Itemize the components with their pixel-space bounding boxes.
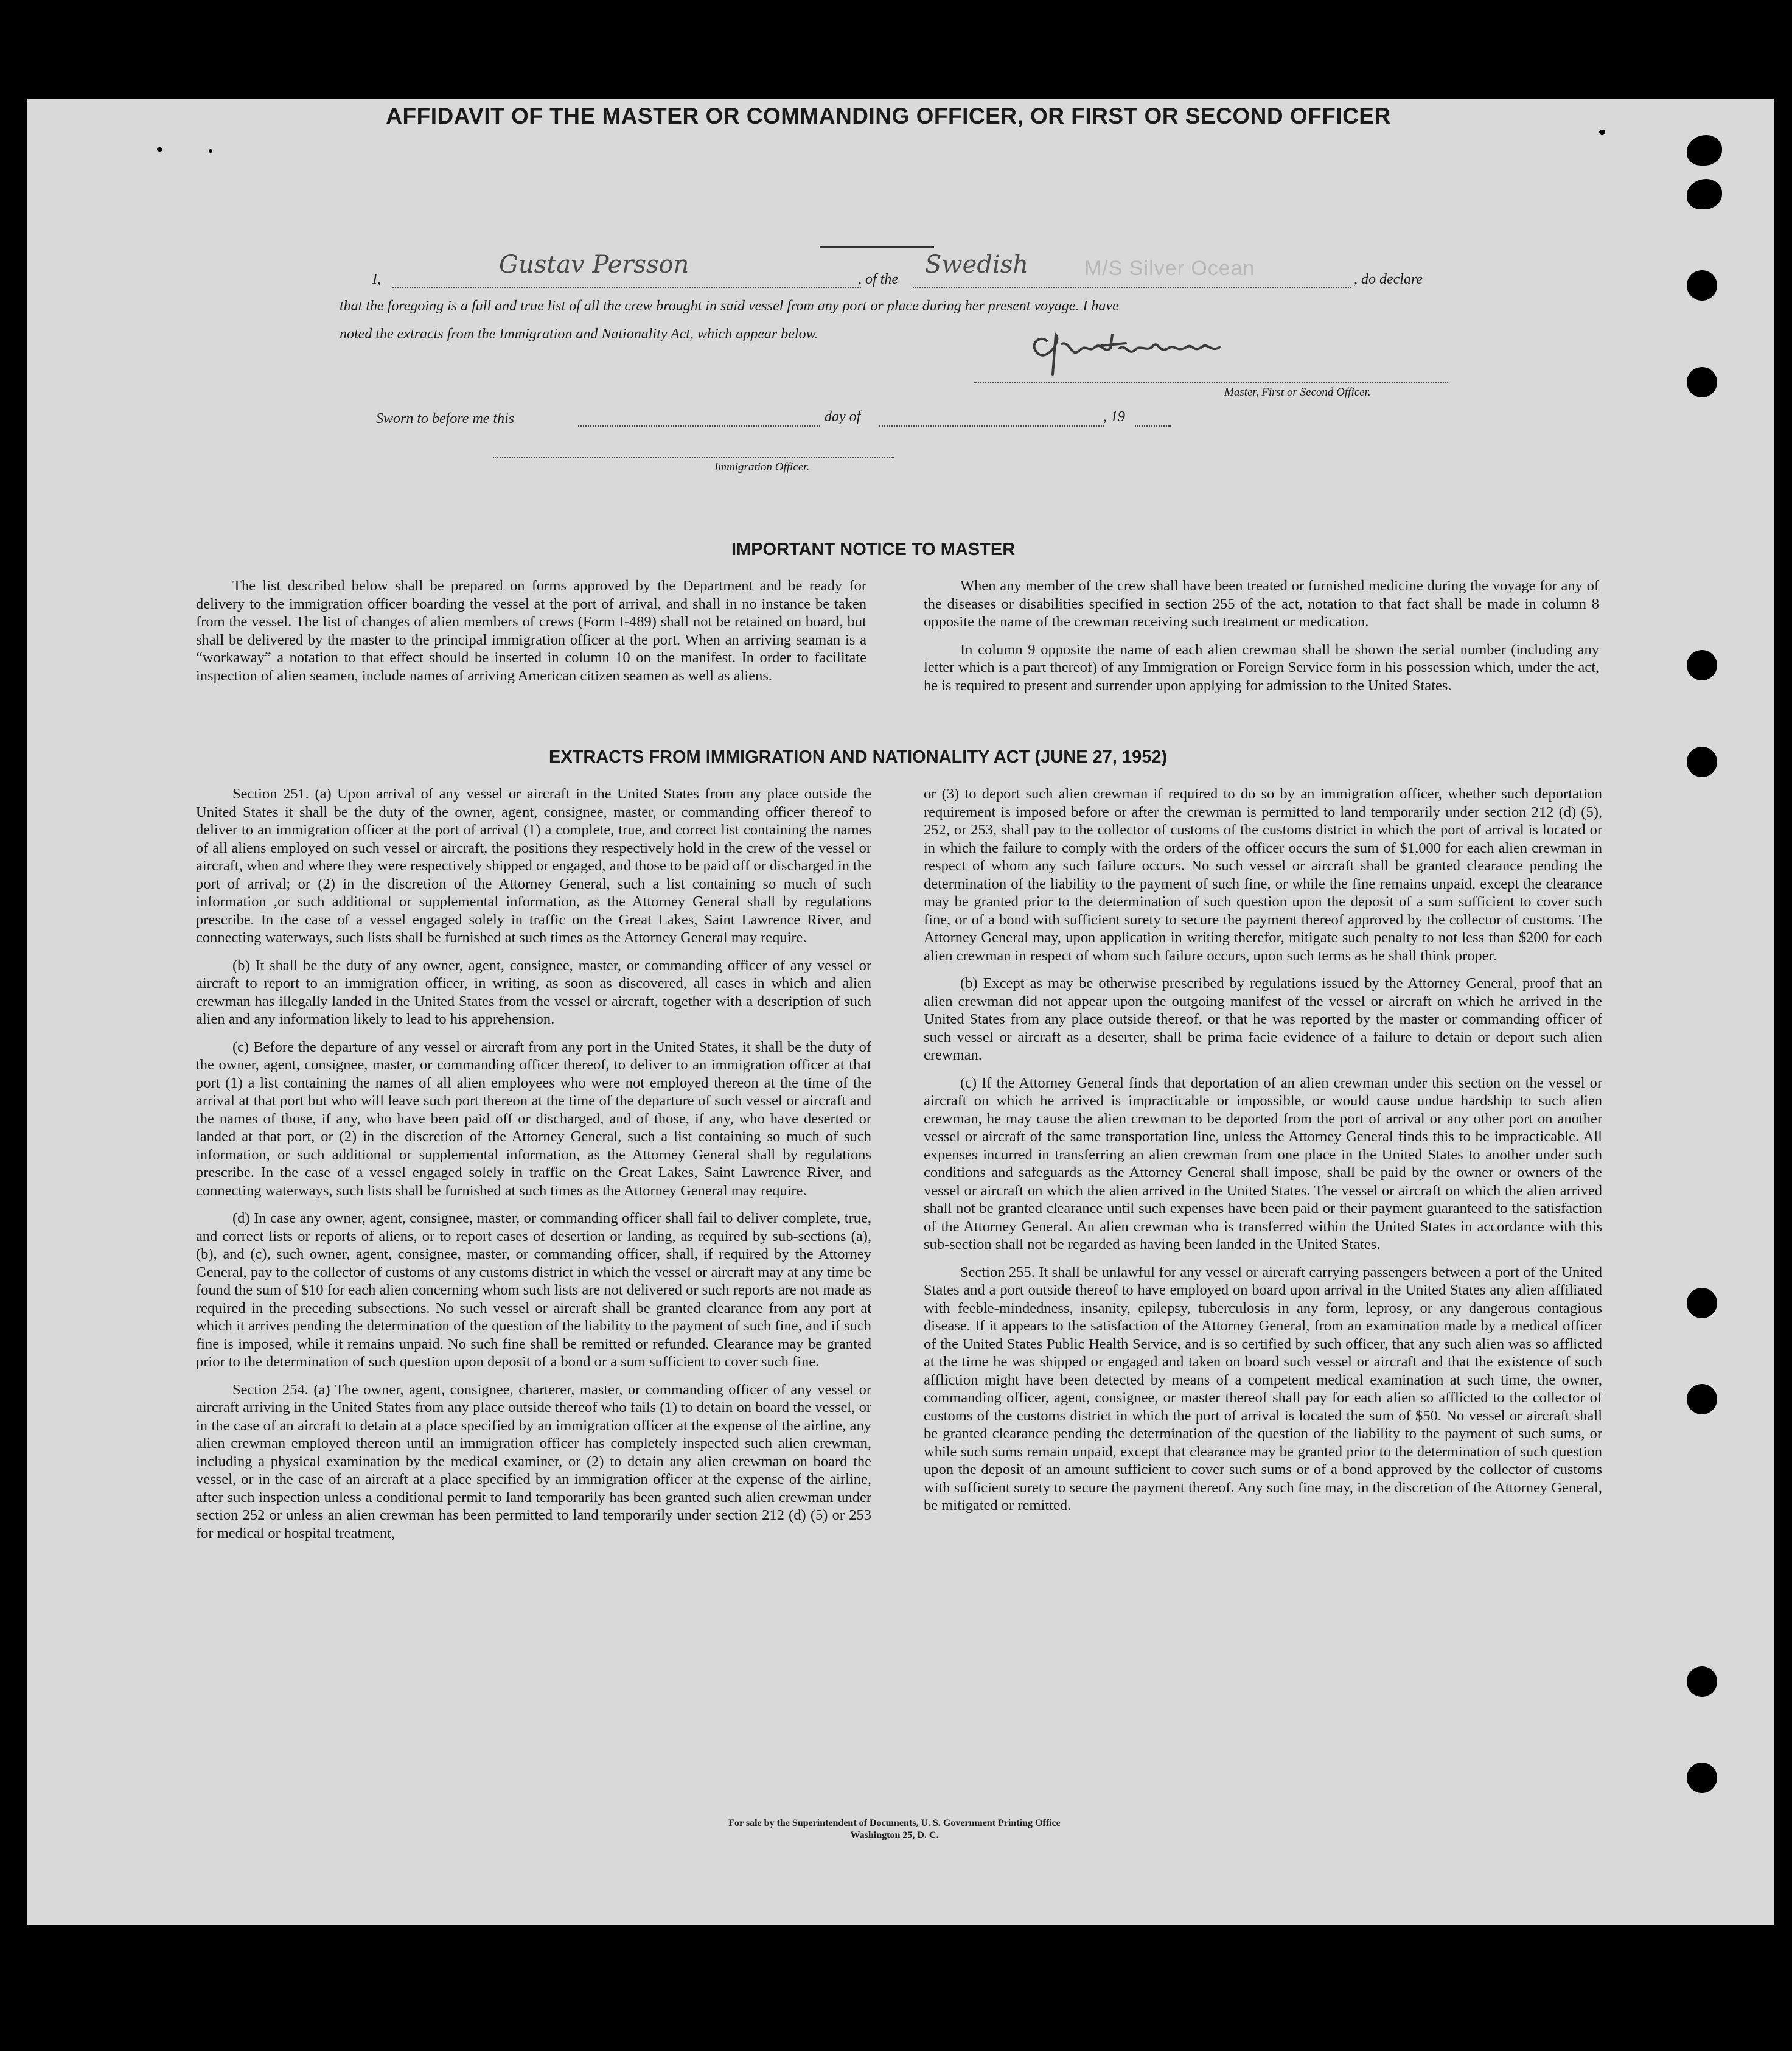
act-paragraph: Section 254. (a) The owner, agent, consignee, charterer, master, or commanding officer of any vessel or aircraft arriving in the United States from any place outside thereof who fails (1) to detain on board the vessel, or in the case of an aircraft to detain at a place specified by an immigration officer at the expense of the airline, any alien crewman employed thereon until an immigration officer has completely inspected such alien crewman, including a physical examination by the medical examiner, or (2) to detain any alien crewman on board the vessel, or in the case of an aircraft at a place specified by an immigration officer at the expense of the airline, after such inspection unless a conditional permit to land temporarily has been granted such alien crewman under section 252 or unless an alien crewman has been permitted to land temporarily under section 212 (d) (5) or 253 for medical or hospital treatment, [196, 1381, 871, 1542]
notice-right-column [924, 577, 1599, 694]
binder-hole [1687, 1288, 1717, 1318]
declaration-line-2: noted the extracts from the Immigration and Nationality Act, which appear below. [340, 326, 818, 342]
act-paragraph: or (3) to deport such alien crewman if required to do so by an immigration officer, whether such deportation requirement is imposed before or after the crewman is permitted to land temporarily under section 212 (d) (5), 252, or 253, shall pay to the collector of customs of the customs district in which the port of arrival is located or in which the failure to comply with the orders of the officer occurs the sum of $1,000 for each alien crewman in respect of whom any such failure occurs. No such vessel or aircraft shall be granted clearance pending the determination of the liability to the payment of such fine, or while the fine remains unpaid, except the clearance may be granted prior to the determination of such question upon the deposit of a sum sufficient to cover such fine, or of a bond with sufficient surety to secure the payment thereof approved by the collector of customs. The Attorney General may, upon application in writing therefor, mitigate such penalty to not less than $200 for each alien crewman in respect of whom such failure occurs, upon such terms as he shall think proper. [924, 786, 1602, 964]
binder-hole [1687, 1384, 1717, 1414]
do-declare-label: , do declare [1354, 271, 1423, 287]
act-paragraph: (b) Except as may be otherwise prescribed by regulations issued by the Attorney General, proof that an alien crewman did not appear upon the outgoing manifest of the vessel or aircraft on which he arrived in the United States from any place outside thereof, or that he was reported by the master or commanding officer of such vessel or aircraft as a deserter, shall be prima facie evidence of a failure to detain or deport such alien crewman. [924, 975, 1602, 1063]
ink-speck [1599, 130, 1605, 135]
extracts-left-column [196, 785, 871, 1542]
binder-hole [1687, 747, 1717, 777]
of-the-label: , of the [858, 271, 898, 287]
sworn-label: Sworn to before me this [376, 411, 515, 427]
act-paragraph: (c) Before the departure of any vessel or aircraft from any port in the United States, it shall be the duty of the owner, agent, consignee, master, or commanding officer thereof, to deliver to an immigration officer at that port (1) a list containing the names of all alien employees who were not employed thereon at the time of the arrival at that port but who will leave such port thereon at the time of the departure of such vessel or aircraft and the names of those, if any, who have been paid off or discharged, and of those, if any, who have deserted or landed at that port, or (2) in the discretion of the Attorney General, such a list containing so much of such information, or such additional or supplemental information, as the Attorney General shall by regulations prescribe. In the case of a vessel engaged solely in traffic on the Great Lakes, Saint Lawrence River, and connecting waterways, such lists shall be furnished at such times as the Attorney General may require. [196, 1038, 871, 1199]
master-label: Master, First or Second Officer. [1224, 386, 1371, 399]
notice-paragraph: When any member of the crew shall have been treated or furnished medicine during the voyage for any of the diseases or disabilities specified in section 255 of the act, notation to that fact shall be made in column 8 opposite the name of the crewman receiving such treatment or medication. [924, 578, 1599, 630]
day-line [578, 425, 820, 427]
signature-line [974, 382, 1448, 383]
binder-hole [1687, 179, 1722, 209]
binder-hole [1687, 650, 1717, 680]
month-line [879, 425, 1104, 427]
affidavit-title: AFFIDAVIT OF THE MASTER OR COMMANDING OFFICER, OR FIRST OR SECOND OFFICER [386, 103, 1391, 128]
binder-hole [1687, 270, 1717, 301]
footer-line-1: For sale by the Superintendent of Documents, U. S. Government Printing Office [728, 1818, 1061, 1828]
extracts-right-column [924, 785, 1602, 1515]
master-name: Gustav Persson [499, 251, 689, 279]
act-paragraph: (c) If the Attorney General finds that deportation of an alien crewman under this section on the vessel or aircraft on which he arrived is impracticable or impossible, or would cause undue hardship to such alien crewman, he may cause the alien crewman to be deported from the port of arrival or any other port on another vessel or aircraft of the same transportation line, unless the Attorney General finds this to be impracticable. All expenses incurred in transferring an alien crewman from one place in the United States to another under such conditions and safeguards as the Attorney General shall impose, shall be paid by the owner or owners of the vessel or aircraft on which the alien arrived in the United States. The vessel or aircraft on which the alien arrived shall not be granted clearance until such expenses have been paid or their payment guaranteed to the satisfaction of the Attorney General. An alien crewman who is transferred within the United States in accordance with this sub-section shall not be regarded as having been landed in the United States. [924, 1074, 1602, 1253]
officer-line [493, 457, 894, 458]
i-label: I, [372, 271, 381, 287]
printing-office-footer [608, 1817, 1180, 1842]
title-rule [820, 246, 934, 248]
act-paragraph: Section 251. (a) Upon arrival of any vessel or aircraft in the United States from any place outside the United States it shall be the duty of the owner, agent, consignee, master, or commanding officer thereof to deliver to an immigration officer at the port of arrival (1) a complete, true, and correct list containing the names of all aliens employed on such vessel or aircraft, the positions they respectively hold in the crew of the vessel or aircraft, when and where they were respectively shipped or engaged, and those to be paid off or discharged in the port of arrival; or (2) in the discretion of the Attorney General, such a list containing so much of such information ,or such additional or supplemental information, as the Attorney General shall by regulations prescribe. In the case of a vessel engaged solely in traffic on the Great Lakes, Saint Lawrence River, and connecting waterways, such lists shall be furnished at such times as the Attorney General may require. [196, 786, 871, 946]
act-paragraph: (b) It shall be the duty of any owner, agent, consignee, master, or commanding officer of any vessel or aircraft to report to an immigration officer, in writing, as soon as discovered, all cases in which and alien crewman has illegally landed in the United States from the vessel or aircraft, together with a description of such alien and any information likely to lead to his apprehension. [196, 957, 871, 1027]
notice-left-column [196, 577, 866, 685]
vessel-line [913, 287, 1351, 288]
declaration-line-1: that the foregoing is a full and true list of all the crew brought in said vessel from any port or place during her present voyage. I have [340, 298, 1119, 314]
nationality: Swedish [925, 251, 1028, 279]
officer-label: Immigration Officer. [714, 461, 810, 473]
ink-speck [209, 149, 212, 153]
act-paragraph: (d) In case any owner, agent, consignee, master, or commanding officer shall fail to deliver complete, true, and correct lists or reports of aliens, or to report cases of desertion or landing, as required by sub-sections (a), (b), and (c), such owner, agent, consignee, master, or commanding officer, shall, if required by the Attorney General, pay to the collector of customs of any customs district in which the vessel or aircraft may at any time be found the sum of $10 for each alien concerning whom such lists are not delivered or such reports are not made as required in the preceding subsections. No such vessel or aircraft shall be granted clearance from any port at which it arrives pending the determination of the question of the liability to the payment of such fine, and if such fine is imposed, while it remains unpaid. No such fine shall be remitted or refunded. Clearance may be granted prior to the determination of such question upon deposit of a bond or a sum sufficient to cover such fine. [196, 1210, 871, 1370]
notice-paragraph: In column 9 opposite the name of each alien crewman shall be shown the serial number (including any letter which is a part thereof) of any Immigration or Foreign Service form in his possession which, under the act, he is required to present and surrender upon applying for admission to the United States. [924, 641, 1599, 694]
binder-hole [1687, 1763, 1717, 1793]
binder-hole [1687, 1666, 1717, 1697]
binder-hole [1687, 135, 1722, 166]
vessel-name-stamp: M/S Silver Ocean [1084, 257, 1255, 280]
day-of-label: day of [825, 409, 861, 425]
year-label: , 19 [1103, 409, 1125, 425]
notice-heading: IMPORTANT NOTICE TO MASTER [731, 540, 1016, 559]
master-signature [1004, 316, 1272, 383]
footer-line-2: Washington 25, D. C. [850, 1830, 939, 1840]
ink-speck [157, 147, 162, 152]
act-paragraph: Section 255. It shall be unlawful for any vessel or aircraft carrying passengers between a port of the United States and a port outside thereof to have employed on board upon arrival in the United States any alien affiliated with feeble-mindedness, insanity, epilepsy, tuberculosis in any form, leprosy, or any dangerous contagious disease. If it appears to the satisfaction of the Attorney General, from an examination made by a medical officer of the United States Public Health Service, and is so certified by such officer, that any such alien was so afflicted at the time he was shipped or engaged and taken on board such vessel or aircraft and that the existence of such affliction might have been detected by means of a competent medical examination at such time, the owner, commanding officer, agent, consignee, or master thereof shall pay for each alien so afflicted to the collector of customs of the customs district in which the port of arrival is located the sum of $50. No vessel or aircraft shall be granted clearance pending the determination of the question of the liability to the payment of such sums, or while such sums remain unpaid, except that clearance may be granted prior to the determination of such question upon the deposit of an amount sufficient to cover such sums or of a bond approved by the collector of customs with sufficient surety to secure the payment thereof. Any such fine may, in the discretion of the Attorney General, be mitigated or remitted. [924, 1263, 1602, 1514]
extracts-heading: EXTRACTS FROM IMMIGRATION AND NATIONALITY ACT (JUNE 27, 1952) [549, 747, 1168, 767]
name-line [392, 287, 861, 288]
binder-hole [1687, 367, 1717, 397]
notice-paragraph: The list described below shall be prepared on forms approved by the Department and be ready for delivery to the immigration officer boarding the vessel at the port of arrival, and shall in no instance be taken from the vessel. The list of changes of alien members of crews (Form I-489) shall not be retained on board, but shall be delivered by the master to the principal immigration officer at the port. When an arriving seaman is a “workaway” a notation to that effect should be inserted in column 10 on the manifest. In order to facilitate inspection of alien seamen, include names of arriving American citizen seamen as well as aliens. [196, 578, 866, 684]
year-line [1135, 425, 1171, 427]
